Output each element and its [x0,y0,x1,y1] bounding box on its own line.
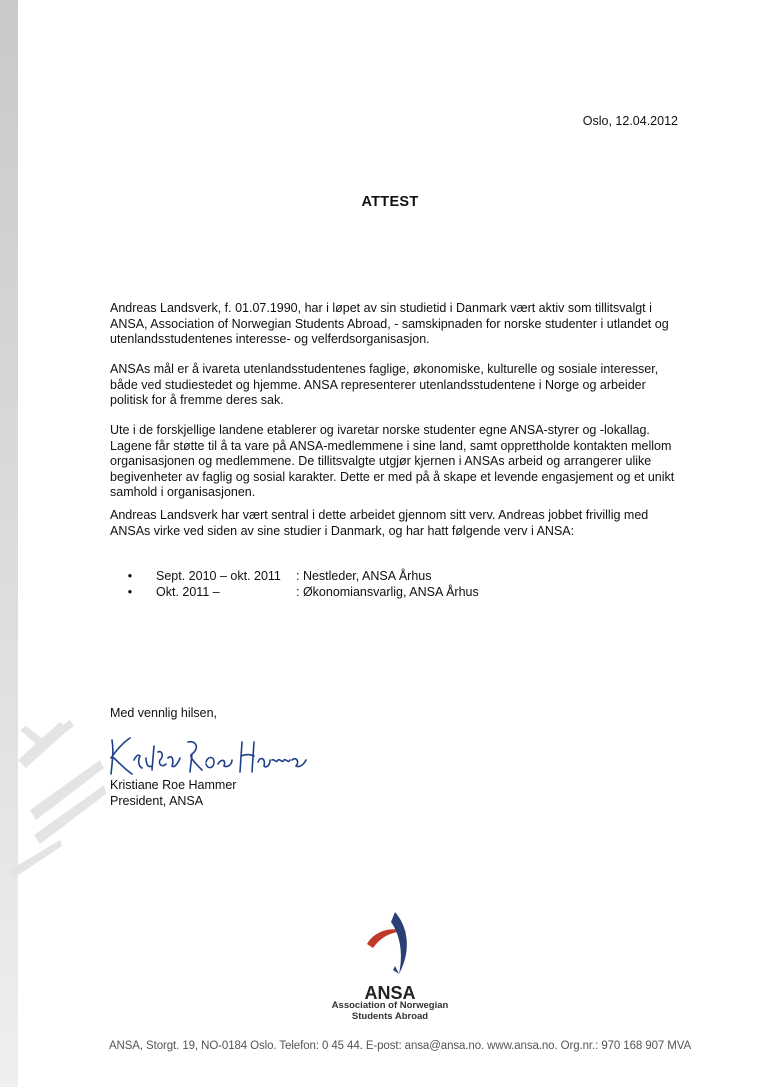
signer-block [110,777,236,809]
document-title: ATTEST [361,194,419,210]
position-role: : Økonomiansvarlig, ANSA Århus [296,585,479,599]
paragraph-intro: Andreas Landsverk, f. 01.07.1990, har i løpet av sin studietid i Danmark vært aktiv som tillitsvalgt i ANSA, Association of Norwegian Students Abroad, - samskipnaden for norske studenter i utlandet og utenlandsstudentenes interesse- og velferdsorganisasjon. [110,301,669,346]
letter-date: Oslo, 12.04.2012 [582,114,678,128]
bullet-icon: • [127,569,133,583]
signer-title: President, ANSA [110,794,204,808]
position-role: : Nestleder, ANSA Århus [296,569,432,583]
ansa-logo-subtitle: Association of Norwegian Students Abroad [331,1000,449,1022]
list-item [110,585,682,601]
handwritten-signature [108,730,308,778]
paragraph-role-summary: Andreas Landsverk har vært sentral i dette arbeidet gjennom sitt verv. Andreas jobbet frivillig med ANSAs virke ved siden av sine studier i Danmark, og har hatt følgende verv i ANSA: [110,508,649,538]
list-item [110,569,682,585]
footer-contact-info: ANSA, Storgt. 19, NO-0184 Oslo. Telefon: 0 45 44. E-post: ansa@ansa.no. www.ansa.no. Org.nr.: 970 168 907 MVA [108,1040,692,1052]
airplane-decoration-icon [0,660,110,920]
bullet-icon: • [127,585,133,599]
signer-name: Kristiane Roe Hammer [110,778,237,792]
position-period: Sept. 2010 – okt. 2011 [156,569,281,583]
left-decorative-strip [0,0,18,1087]
ansa-logo-icon [355,908,425,988]
paragraph-goals: ANSAs mål er å ivareta utenlandsstudentenes faglige, økonomiske, kulturelle og sosiale interesser, både ved studiestedet og hjemme. ANSA representerer utenlandsstudentene i Norge og arbeider politisk for å fremme deres sak. [110,362,659,407]
positions-list [110,569,682,601]
closing-greeting: Med vennlig hilsen, [110,706,218,720]
paragraph-organisation: Ute i de forskjellige landene etablerer og ivaretar norske studenter egne ANSA-styrer og -lokallag. Lagene får støtte til å ta vare på ANSA-medlemmene i sine land, samt opprettholde kontakten mellom organisasjonen og medlemmene. De tillitsvalgte utgjør kjernen i ANSAs arbeid og arrangerer ulike begivenheter av faglig og sosial karakter. Dette er med på å skape et levende engasjement og et unikt samhold i organisasjonen. [110,423,675,499]
ansa-logo-name: ANSA [364,983,416,1003]
position-period: Okt. 2011 – [156,585,220,599]
